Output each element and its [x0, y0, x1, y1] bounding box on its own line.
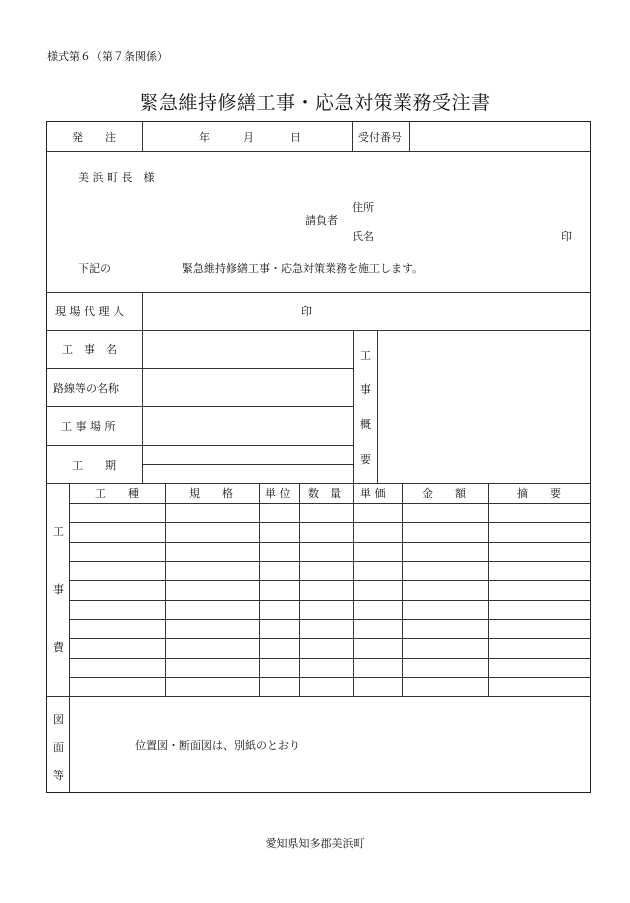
- cost-side-char: 工: [53, 525, 64, 538]
- divider: [69, 483, 70, 696]
- form-frame: [46, 121, 591, 793]
- divider: [259, 483, 260, 696]
- summary-char: 概: [360, 418, 371, 431]
- divider: [69, 677, 590, 678]
- statement-prefix: 下記の: [78, 262, 111, 275]
- statement-text: 緊急維持修繕工事・応急対策業務を施工します。: [182, 262, 424, 275]
- divider: [69, 638, 590, 639]
- divider: [377, 330, 378, 483]
- divider: [47, 445, 353, 446]
- drawings-note: 位置図・断面図は、別紙のとおり: [135, 739, 300, 752]
- site-agent-seal-mark: 印: [301, 305, 312, 318]
- divider: [142, 292, 143, 330]
- divider: [488, 483, 489, 696]
- divider: [353, 330, 354, 483]
- drawings-side-char: 面: [53, 741, 64, 754]
- cost-side-char: 費: [53, 641, 64, 654]
- divider: [47, 330, 590, 331]
- divider: [69, 658, 590, 659]
- divider: [47, 406, 353, 407]
- recipient-text: 美 浜 町 長 様: [78, 171, 155, 184]
- divider: [402, 483, 403, 696]
- divider: [165, 483, 166, 696]
- divider: [69, 600, 590, 601]
- column-header-unit-price: 単 価: [360, 487, 386, 500]
- address-label: 住所: [352, 201, 374, 214]
- column-header-quantity: 数 量: [308, 487, 341, 500]
- divider: [69, 542, 590, 543]
- order-year-label: 年: [199, 131, 210, 144]
- divider: [47, 696, 590, 697]
- divider: [69, 522, 590, 523]
- divider: [353, 483, 354, 696]
- divider: [69, 561, 590, 562]
- divider: [142, 122, 143, 151]
- order-label: 発 注: [72, 131, 116, 144]
- receipt-number-label: 受付番号: [358, 131, 402, 144]
- divider: [69, 696, 70, 792]
- divider: [69, 580, 590, 581]
- drawings-side-char: 等: [53, 769, 64, 782]
- form-reference: 様式第６（第７条関係）: [47, 50, 168, 63]
- divider: [69, 503, 590, 504]
- divider: [299, 483, 300, 696]
- summary-char: 要: [360, 453, 371, 466]
- divider: [47, 368, 353, 369]
- divider: [352, 122, 353, 151]
- issuer-footer: 愛知県知多郡美浜町: [265, 837, 365, 850]
- project-location-label: 工 事 場 所: [61, 420, 116, 433]
- divider: [142, 464, 353, 465]
- name-label: 氏名: [352, 230, 374, 243]
- cost-side-char: 事: [53, 583, 64, 596]
- divider: [47, 151, 590, 152]
- divider: [409, 122, 410, 151]
- drawings-side-char: 図: [53, 713, 64, 726]
- column-header-amount: 金 額: [422, 487, 466, 500]
- document-title: 緊急維持修繕工事・応急対策業務受注書: [139, 92, 491, 114]
- divider: [47, 483, 590, 484]
- project-name-label: 工 事 名: [62, 343, 117, 356]
- column-header-remarks: 摘 要: [517, 487, 561, 500]
- site-agent-label: 現 場 代 理 人: [55, 305, 124, 318]
- project-period-label: 工 期: [72, 459, 116, 472]
- contractor-seal-mark: 印: [561, 230, 572, 243]
- column-header-work-type: 工 種: [95, 487, 139, 500]
- column-header-unit: 単 位: [265, 487, 291, 500]
- column-header-spec: 規 格: [189, 487, 233, 500]
- divider: [69, 619, 590, 620]
- order-day-label: 日: [290, 131, 301, 144]
- summary-char: 工: [360, 349, 371, 362]
- route-name-label: 路線等の名称: [53, 382, 119, 395]
- summary-char: 事: [360, 383, 371, 396]
- contractor-label: 請負者: [305, 214, 338, 227]
- order-month-label: 月: [243, 131, 254, 144]
- divider: [47, 292, 590, 293]
